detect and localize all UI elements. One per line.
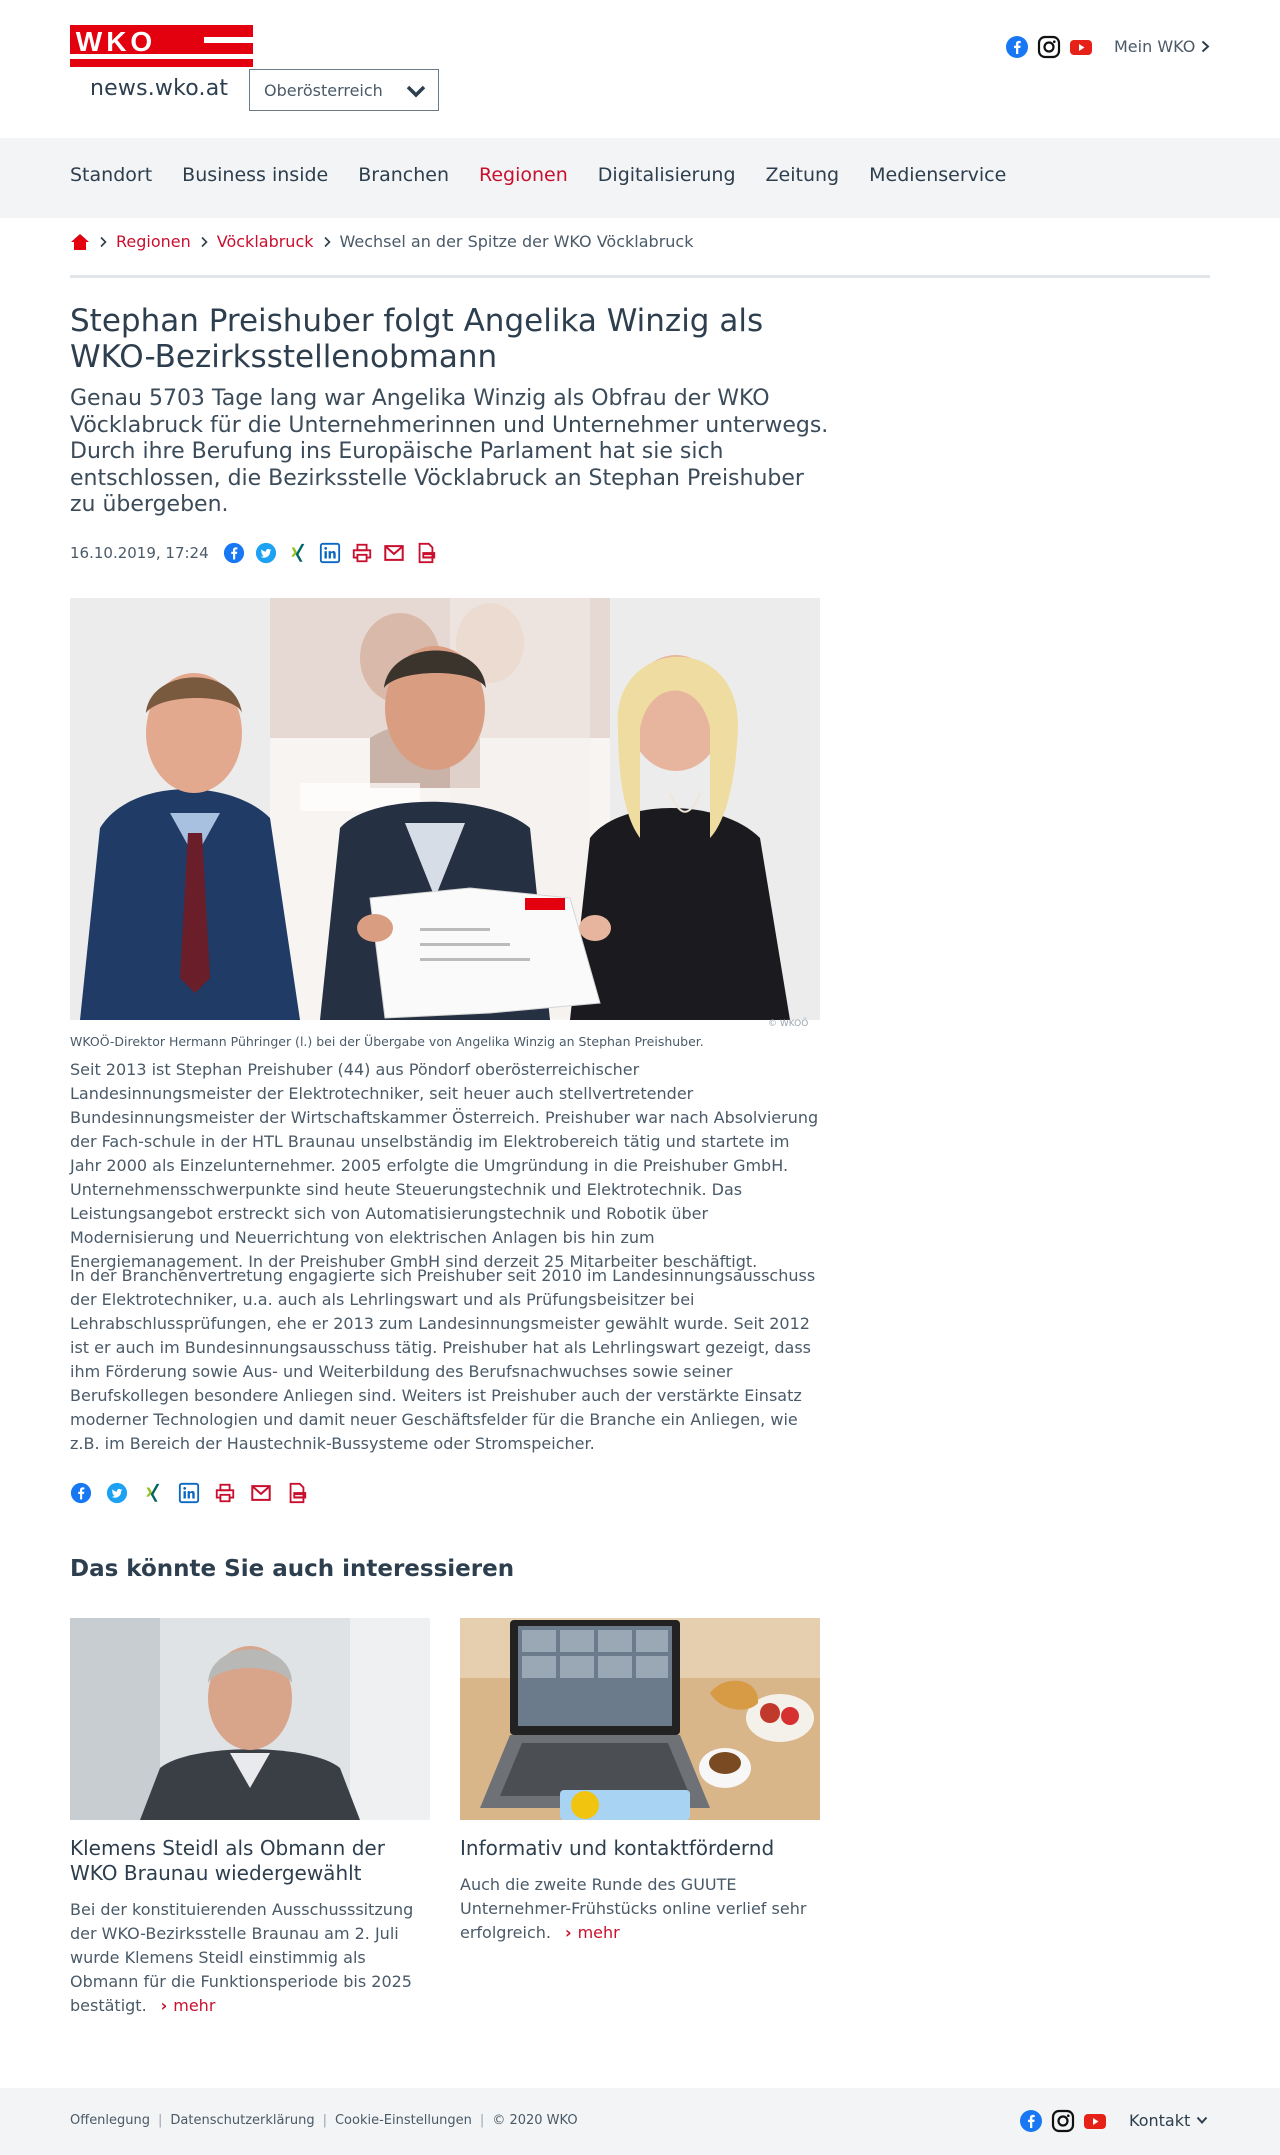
article-paragraph: Seit 2013 ist Stephan Preishuber (44) aus Pöndorf oberösterreichischer Landesinnungsmeister der Elektrotechniker, seit heuer auch stellvertretender Bundesinnungsmeister der Wirtschaftskammer Österreich. Preishuber war nach Absolvierung der Fach-schule in der HTL Braunau unselbständig im Elektrobereich tätig und startete im Jahr 2000 als Einzelunternehmer. 2005 erfolgte die Umgründung in die Preishuber GmbH. Unternehmensschwerpunkte sind heute Steuerungstechnik und Elektrotechnik. Das Leistungsangebot erstreckt sich von Automatisierungstechnik und Robotik über Modernisierung und Neuerrichtung von elektrischen Anlagen bis hin zum Energiemanagement. In der Preishuber GmbH sind derzeit 25 Mitarbeiter beschäftigt. — [70, 1060, 819, 1271]
print-icon[interactable] — [214, 1482, 236, 1504]
image-copyright: © WKOÖ — [768, 1019, 809, 1029]
pdf-icon[interactable] — [286, 1482, 308, 1504]
chevron-right-icon — [199, 236, 209, 248]
breadcrumb-current: Wechsel an der Spitze der WKO Vöcklabruck — [339, 232, 694, 251]
breadcrumb-regionen[interactable]: Regionen — [116, 232, 191, 251]
facebook-icon[interactable] — [223, 542, 245, 564]
instagram-icon[interactable] — [1037, 35, 1061, 59]
article-date: 16.10.2019, 17:24 — [70, 544, 209, 562]
site-name[interactable]: news.wko.at — [90, 76, 229, 101]
wko-logo[interactable] — [70, 25, 253, 67]
facebook-icon[interactable] — [1005, 35, 1029, 59]
svg-text:WKO: WKO — [75, 26, 157, 57]
youtube-icon[interactable] — [1083, 2109, 1107, 2133]
mail-icon[interactable] — [383, 542, 405, 564]
share-bar — [70, 1482, 308, 1504]
chevron-down-icon — [1196, 2116, 1208, 2125]
related-card[interactable] — [460, 1618, 820, 1945]
related-card-teaser: Bei der konstituierenden Ausschusssitzung der WKO-Bezirksstelle Braunau am 2. Juli wurde Klemens Steidl einstimmig als Obmann für die Funktionsperiode bis 2025 bestätigt. — [70, 1900, 414, 2015]
related-card[interactable] — [70, 1618, 430, 2018]
nav-item-standort[interactable]: Standort — [70, 164, 153, 186]
kontakt-label: Kontakt — [1129, 2111, 1191, 2130]
breadcrumb-voecklabruck[interactable]: Vöcklabruck — [216, 232, 314, 251]
print-icon[interactable] — [351, 542, 373, 564]
kontakt-dropdown[interactable] — [1129, 2111, 1208, 2130]
related-card-title[interactable]: Informativ und kontaktfördernd — [460, 1836, 775, 1860]
footer-link-cookie-settings[interactable]: Cookie-Einstellungen — [334, 2113, 472, 2128]
article-lead: Genau 5703 Tage lang war Angelika Winzig als Obfrau der WKO Vöcklabruck für die Unternehmerinnen und Unternehmer unterwegs. Durch ihre Berufung ins Europäische Parlament hat sie sich entschlossen, die Bezirksstelle Vöcklabruck an Stephan Preishuber zu übergeben. — [70, 386, 829, 517]
related-card-text — [70, 1898, 430, 2018]
chevron-right-icon: › — [564, 1923, 572, 1942]
linkedin-icon[interactable] — [178, 1482, 200, 1504]
related-section-title: Das könnte Sie auch interessieren — [70, 1556, 515, 1582]
header-social-links — [1005, 35, 1093, 59]
divider — [70, 275, 1210, 278]
footer-social-links — [1019, 2109, 1107, 2133]
mein-wko-link[interactable] — [1114, 37, 1210, 56]
chevron-right-icon: › — [160, 1996, 168, 2015]
twitter-icon[interactable] — [106, 1482, 128, 1504]
chevron-right-icon — [322, 236, 332, 248]
footer-copyright: © 2020 WKO — [492, 2113, 578, 2128]
more-link[interactable] — [161, 1996, 216, 2015]
footer-link-offenlegung[interactable]: Offenlegung — [70, 2113, 151, 2128]
main-nav — [0, 138, 1280, 218]
related-card-text — [460, 1873, 820, 1945]
region-select-value: Oberösterreich — [264, 81, 383, 100]
nav-item-medienservice[interactable]: Medienservice — [869, 164, 1007, 186]
site-header — [0, 0, 1280, 138]
more-link-label: mehr — [577, 1923, 620, 1942]
mail-icon[interactable] — [250, 1482, 272, 1504]
chevron-right-icon — [1201, 40, 1210, 53]
article-image — [70, 598, 820, 1020]
related-card-image[interactable] — [70, 1618, 430, 1820]
home-icon[interactable] — [70, 233, 90, 251]
chevron-right-icon — [98, 236, 108, 248]
more-link-label: mehr — [173, 1996, 216, 2015]
footer-links — [70, 2113, 578, 2128]
nav-item-branchen[interactable]: Branchen — [358, 164, 449, 186]
article-paragraph: In der Branchenvertretung engagierte sich Preishuber seit 2010 im Landesinnungsausschuss der Elektrotechniker, u.a. auch als Lehrlingswart und als Prüfungsbeisitzer bei Lehrabschlussprüfungen, ehe er 2013 zum Landesinnungsmeister gewählt wurde. Seit 2012 ist er auch im Bundesinnungsausschuss tätig. Preishuber hat als Lehrlingswart gezeigt, dass ihm Förderung sowie Aus- und Weiterbildung des Berufsnachwuchses sowie seiner Berufskollegen besondere Anliegen sind. Weiters ist Preishuber auch der verstärkte Einsatz moderner Technologien und damit neuer Geschäftsfelder für die Branche ein Anliegen, wie z.B. im Bereich der Haustechnik-Bussysteme oder Stromspeicher. — [70, 1266, 816, 1453]
youtube-icon[interactable] — [1069, 35, 1093, 59]
pdf-icon[interactable] — [415, 542, 437, 564]
instagram-icon[interactable] — [1051, 2109, 1075, 2133]
separator: | — [158, 2113, 163, 2128]
mein-wko-label: Mein WKO — [1114, 37, 1196, 56]
breadcrumb — [70, 232, 693, 251]
related-card-teaser: Auch die zweite Runde des GUUTE Unternehmer-Frühstücks online verlief sehr erfolgreich. — [460, 1875, 807, 1942]
xing-icon[interactable] — [287, 542, 309, 564]
linkedin-icon[interactable] — [319, 542, 341, 564]
footer-link-datenschutz[interactable]: Datenschutzerklärung — [170, 2113, 315, 2128]
chevron-down-icon — [406, 84, 426, 98]
related-card-image[interactable] — [460, 1618, 820, 1820]
site-footer — [0, 2088, 1280, 2155]
separator: | — [479, 2113, 485, 2128]
related-card-title[interactable]: Klemens Steidl als Obmann der WKO Braunau wiedergewählt — [70, 1836, 385, 1885]
article-meta — [70, 542, 437, 564]
nav-item-business-inside[interactable]: Business inside — [182, 164, 329, 186]
region-select[interactable] — [249, 69, 439, 111]
twitter-icon[interactable] — [255, 542, 277, 564]
nav-item-regionen[interactable]: Regionen — [479, 164, 568, 186]
more-link[interactable] — [565, 1923, 620, 1942]
article-title: Stephan Preishuber folgt Angelika Winzig als WKO-Bezirksstellenobmann — [70, 303, 764, 375]
image-caption: WKOÖ-Direktor Hermann Pühringer (l.) bei der Übergabe von Angelika Winzig an Stephan Preishuber. — [70, 1034, 704, 1049]
nav-item-digitalisierung[interactable]: Digitalisierung — [597, 164, 736, 186]
separator: | — [322, 2113, 327, 2128]
xing-icon[interactable] — [142, 1482, 164, 1504]
nav-item-zeitung[interactable]: Zeitung — [765, 164, 840, 186]
facebook-icon[interactable] — [1019, 2109, 1043, 2133]
facebook-icon[interactable] — [70, 1482, 92, 1504]
